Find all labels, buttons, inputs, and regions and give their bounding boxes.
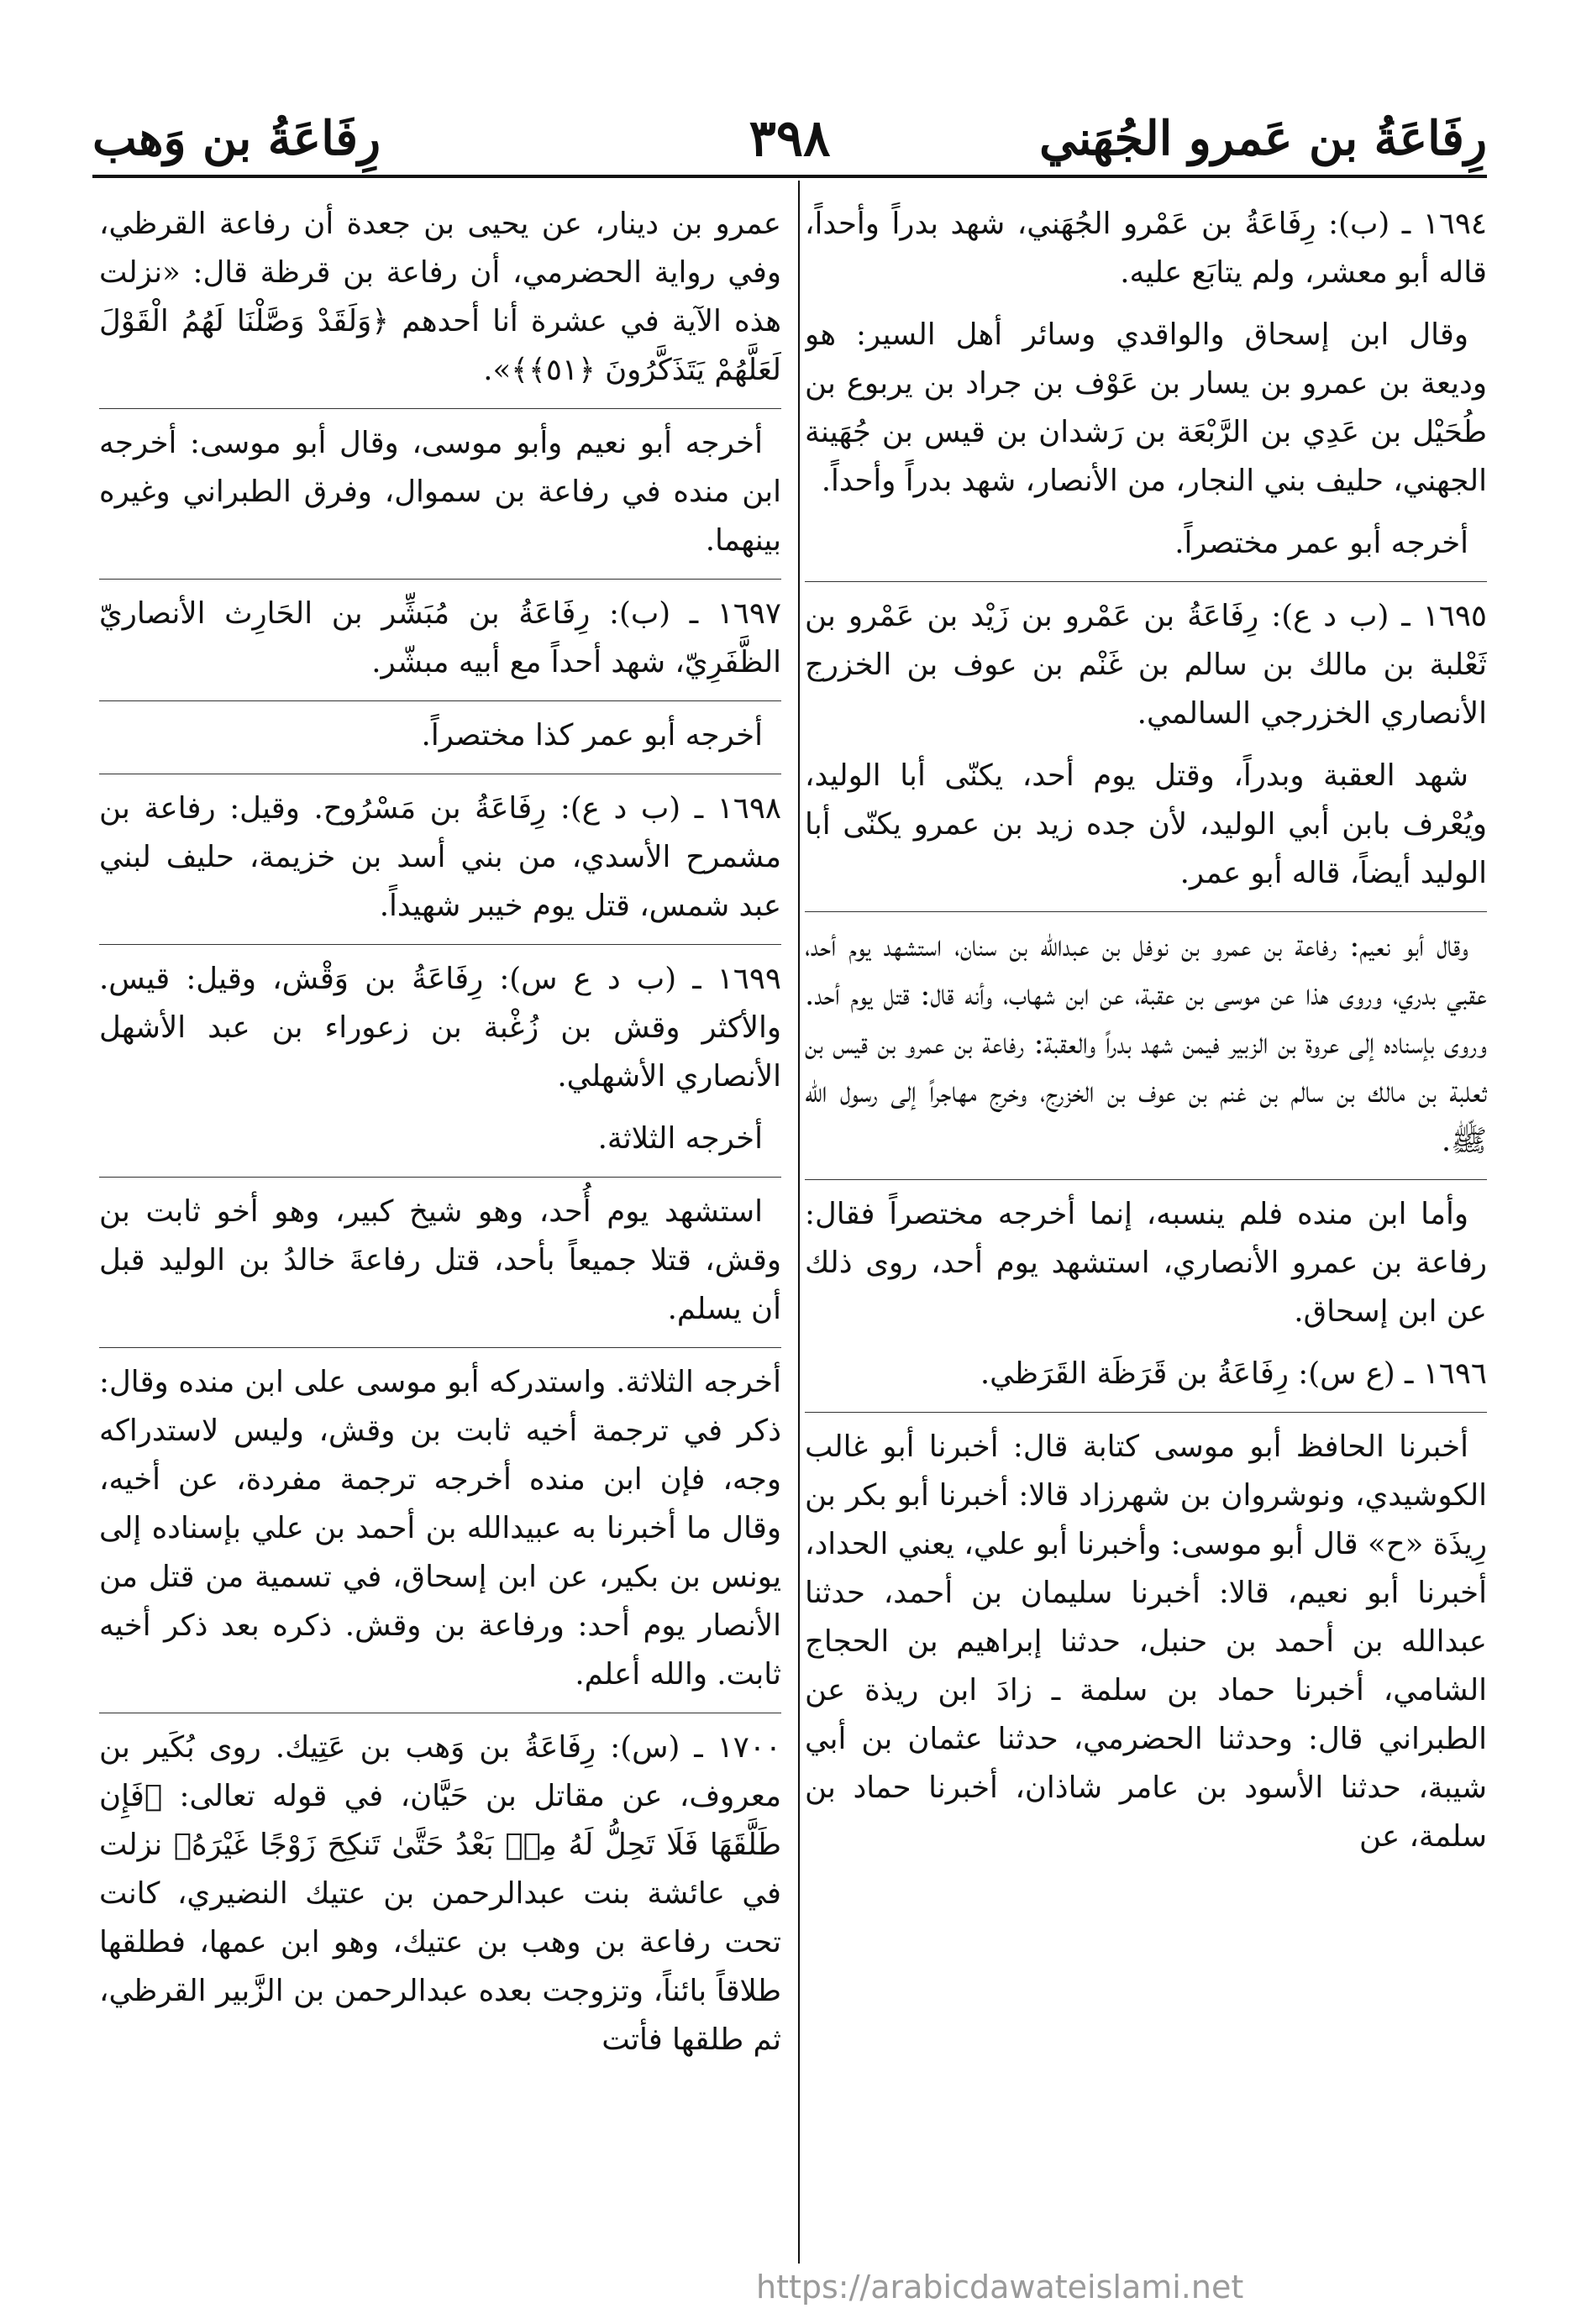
running-title-right: رِفَاعَةُ بن عَمرو الجُهَني xyxy=(1039,111,1487,166)
entry-1699 xyxy=(99,955,781,1163)
entry-1695-end xyxy=(805,1190,1487,1398)
entry-1696 xyxy=(805,1423,1487,1861)
paragraph: استشهد يوم أُحد، وهو شيخ كبير، وهو أخو ثابت بن وقش، قتلا جميعاً بأحد، قتل رفاعةَ خالدُ بن الوليد قبل أن يسلم. xyxy=(99,1194,781,1326)
entry-1696-end xyxy=(99,419,781,565)
entry-1696-cont xyxy=(99,200,781,395)
entry-separator xyxy=(99,579,781,580)
watermark-url: https://arabicdawateislami.net xyxy=(756,2269,1244,2306)
paragraph: أخرجه أبو عمر كذا مختصراً. xyxy=(421,718,763,753)
entry-1697-end xyxy=(99,711,781,760)
entry-heading-paragraph: ١٦٩٥ ـ (ب د ع): رِفَاعَةُ بن عَمْرو بن زَيْد بن عَمْرو بن ثَعْلبة بن مالك بن سالم بن غَنْم بن عوف بن الخزرج الأنصاري الخزرجي السالمي. xyxy=(805,599,1487,731)
entry-separator xyxy=(99,944,781,945)
entry-heading-paragraph: ١٦٩٤ ـ (ب): رِفَاعَةُ بن عَمْرو الجُهَني، شهد بدراً وأحداً، قاله أبو معشر، ولم يتابَع عليه. xyxy=(805,207,1487,290)
right-column xyxy=(805,200,1487,2274)
paragraph: وقال أبو نعيم: رفاعة بن عمرو بن نوفل بن عبدالله بن سنان، استشهد يوم أحد، عقبي بدري، وروى هذا عن موسى بن عقبة، عن ابن شهاب، وأنه قال: قتل يوم أحد. وروى بإسناده إلى عروة بن الزبير فيمن شهد بدراً والعقبة: رفاعة بن عمرو بن قيس بن ثعلبة بن مالك بن سالم بن غنم بن عوف بن الخزرج، وخرج مهاجراً إلى رسول الله ﷺ. xyxy=(805,929,1487,1158)
entry-separator xyxy=(805,581,1487,582)
entry-1699-cont xyxy=(99,1188,781,1334)
paragraph: أخرجه أبو عمر مختصراً. xyxy=(1174,526,1468,560)
entry-1700 xyxy=(99,1723,781,2064)
paragraph: أخرجه أبو نعيم وأبو موسى، وقال أبو موسى: أخرجه ابن منده في رفاعة بن سموال، وفرق الطبراني وغيره بينهما. xyxy=(99,426,781,558)
paragraph: أخرجه الثلاثة. xyxy=(597,1121,763,1156)
entry-1699-end xyxy=(99,1358,781,1699)
paragraph: وأما ابن منده فلم ينسبه، إنما أخرجه مختصراً فقال: رفاعة بن عمرو الأنصاري، استشهد يوم أحد، روى ذلك عن ابن إسحاق. xyxy=(805,1197,1487,1329)
entry-separator xyxy=(805,1179,1487,1180)
running-title-left: رِفَاعَةُ بن وَهب xyxy=(92,111,381,166)
entry-heading-paragraph: ١٦٩٨ ـ (ب د ع): رِفَاعَةُ بن مَسْرُوح. وقيل: رفاعة بن مشمرح الأسدي، من بني أسد بن خزيمة، حليف لبني عبد شمس، قتل يوم خيبر شهيداً. xyxy=(99,791,781,923)
page-number: ٣٩٨ xyxy=(749,109,831,168)
entry-1698 xyxy=(99,784,781,931)
entry-heading-paragraph: ١٦٩٦ ـ (ع س): رِفَاعَةُ بن قَرَظَة القَرَظي. xyxy=(980,1356,1487,1391)
paragraph: شهد العقبة وبدراً، وقتل يوم أحد، يكنّى أبا الوليد، ويُعْرف بابن أبي الوليد، لأن جده زيد بن عمرو يكنّى أبا الوليد أيضاً، قاله أبو عمر. xyxy=(805,758,1487,890)
column-divider xyxy=(798,181,800,2264)
header-rule xyxy=(92,175,1487,178)
entry-separator xyxy=(99,1177,781,1178)
entry-separator xyxy=(99,700,781,701)
entry-separator xyxy=(805,911,1487,912)
left-column xyxy=(99,200,781,2274)
paragraph: وقال ابن إسحاق والواقدي وسائر أهل السير: هو وديعة بن عمرو بن يسار بن عَوْف بن جراد بن يربوع بن طُحَيْل بن عَدِي بن الرَّبْعَة بن رَشدان بن قيس بن جُهَينة الجهني، حليف بني النجار، من الأنصار، شهد بدراً وأحداً. xyxy=(805,317,1487,498)
paragraph: عمرو بن دينار، عن يحيى بن جعدة أن رفاعة القرظي، وفي رواية الحضرمي، أن رفاعة بن قرظة قال: «نزلت هذه الآية في عشرة أنا أحدهم ﴿وَلَقَدْ وَصَّلْنَا لَهُمُ الْقَوْلَ لَعَلَّهُمْ يَتَذَكَّرُونَ ﴿٥١﴾﴾». xyxy=(99,207,781,387)
entry-separator xyxy=(99,1347,781,1348)
entry-separator xyxy=(99,408,781,409)
paragraph: أخرجه الثلاثة. واستدركه أبو موسى على ابن منده وقال: ذكر في ترجمة أخيه ثابت بن وقش، وليس لاستدراكه وجه، فإن ابن منده أخرجه ترجمة مفردة، عن أخيه، وقال ما أخبرنا به عبيدالله بن أحمد بن علي بإسناده إلى يونس بن بكير، عن ابن إسحاق، في تسمية من قتل من الأنصار يوم أحد: ورفاعة بن وقش. ذكره بعد ذكر أخيه ثابت. والله أعلم. xyxy=(99,1365,781,1692)
entry-1694 xyxy=(805,200,1487,568)
entry-heading-paragraph: ١٦٩٧ ـ (ب): رِفَاعَةُ بن مُبَشِّر بن الحَارِث الأنصاريّ الظَّفَرِيّ، شهد أحداً مع أبيه مبشّر. xyxy=(99,596,781,679)
entry-1695 xyxy=(805,592,1487,898)
entry-heading-paragraph: ١٦٩٩ ـ (ب د ع س): رِفَاعَةُ بن وَقْش، وقيل: قيس. والأكثر وقش بن زُغْبة بن زعوراء بن عبد الأشهل الأنصاري الأشهلي. xyxy=(99,962,781,1094)
entry-1697 xyxy=(99,590,781,687)
entry-heading-paragraph: ١٧٠٠ ـ (س): رِفَاعَةُ بن وَهب بن عَتِيك. روى بُكَير بن معروف، عن مقاتل بن حَيَّان، في قوله تعالى: ﴿فَإِن طَلَّقَهَا فَلَا تَحِلُّ لَهُ مِنۢ بَعْدُ حَتَّىٰ تَنكِحَ زَوْجًا غَيْرَهُ﴾ نزلت في عائشة بنت عبدالرحمن بن عتيك النضيري، كانت تحت رفاعة بن وهب بن عتيك، وهو ابن عمها، فطلقها طلاقاً بائناً، وتزوجت بعده عبدالرحمن بن الزَّبير القرظي، ثم طلقها فأتت xyxy=(99,1730,781,2057)
entry-separator xyxy=(805,1412,1487,1413)
entry-1695-cont xyxy=(805,922,1487,1166)
paragraph: أخبرنا الحافظ أبو موسى كتابة قال: أخبرنا أبو غالب الكوشيدي، ونوشروان بن شهرزاد قالا: أخبرنا أبو بكر بن رِيذَة «ح» قال أبو موسى: وأخبرنا أبو علي، يعني الحداد، أخبرنا أبو نعيم، قالا: أخبرنا سليمان بن أحمد، حدثنا عبدالله بن أحمد بن حنبل، حدثنا إبراهيم بن الحجاج الشامي، أخبرنا حماد بن سلمة ـ زادَ ابن ريذة عن الطبراني قال: وحدثنا الحضرمي، حدثنا عثمان بن أبي شيبة، حدثنا الأسود بن عامر شاذان، أخبرنا حماد بن سلمة، عن xyxy=(805,1430,1487,1854)
